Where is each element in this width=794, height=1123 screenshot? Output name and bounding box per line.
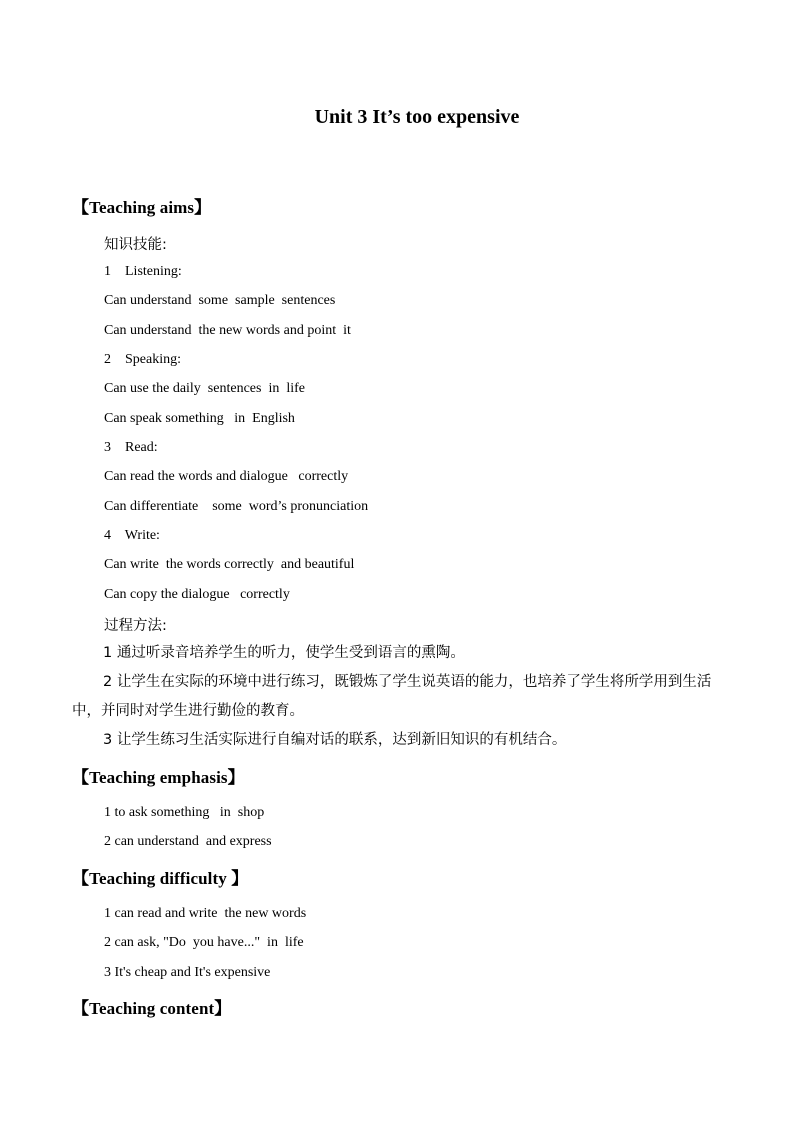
- heading-teaching-emphasis: 【Teaching emphasis】: [72, 768, 245, 787]
- aims-item: Can speak something in English: [104, 411, 295, 426]
- process-paragraph: 3 让学生练习生活实际进行自编对话的联系，达到新旧知识的有机结合。: [103, 732, 567, 748]
- heading-teaching-content: 【Teaching content】: [72, 999, 232, 1018]
- aims-item: 2 Speaking:: [104, 352, 181, 367]
- difficulty-item: 2 can ask, "Do you have..." in life: [104, 935, 304, 950]
- document-title: Unit 3 It’s too expensive: [314, 106, 520, 128]
- heading-teaching-difficulty: 【Teaching difficulty 】: [72, 869, 249, 888]
- emphasis-item: 1 to ask something in shop: [104, 805, 265, 820]
- aims-item: Can copy the dialogue correctly: [104, 587, 290, 602]
- process-label: 过程方法:: [104, 618, 167, 634]
- skills-label: 知识技能:: [104, 237, 167, 253]
- aims-item: Can understand the new words and point it: [104, 323, 351, 338]
- aims-item: Can understand some sample sentences: [104, 293, 336, 308]
- aims-item: 1 Listening:: [104, 264, 182, 279]
- aims-item: 4 Write:: [104, 528, 160, 543]
- aims-item: Can differentiate some word’s pronunciation: [104, 499, 369, 514]
- process-paragraph: 1 通过听录音培养学生的听力，使学生受到语言的熏陶。: [103, 645, 465, 661]
- aims-item: Can read the words and dialogue correctly: [104, 469, 349, 484]
- aims-item: 3 Read:: [104, 440, 158, 455]
- emphasis-item: 2 can understand and express: [104, 834, 272, 849]
- difficulty-item: 1 can read and write the new words: [104, 906, 307, 921]
- aims-item: Can write the words correctly and beautiful: [104, 557, 355, 572]
- process-paragraph: 2 让学生在实际的环境中进行练习，既锻炼了学生说英语的能力，也培养了学生将所学用到生活中，并同时对学生进行勤俭的教育。: [72, 674, 712, 719]
- difficulty-item: 3 It's cheap and It's expensive: [104, 965, 271, 980]
- aims-item: Can use the daily sentences in life: [104, 381, 305, 396]
- heading-teaching-aims: 【Teaching aims】: [72, 198, 212, 217]
